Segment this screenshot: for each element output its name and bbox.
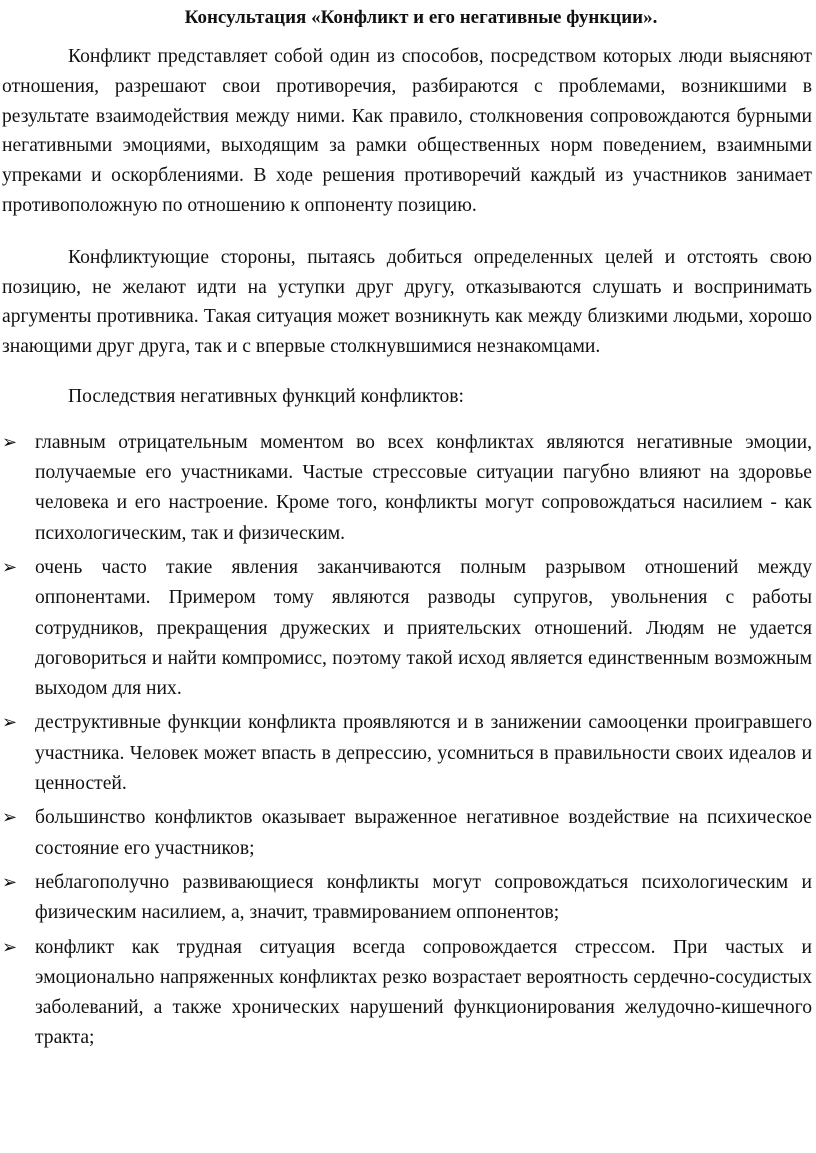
list-item bbox=[2, 708, 812, 799]
consequences-list bbox=[2, 428, 812, 1054]
paragraph-conflicting-parties: Конфликтующие стороны, пытаясь добиться определенных целей и отстоять свою позицию, не желают идти на уступки друг другу, отказываются слушать и воспринимать аргументы противника. Такая ситуация может возникнуть как между близкими людьми, хорошо знающими друг друга, так и с впервые столкнувшимися незнакомцами. bbox=[2, 246, 812, 358]
paragraph-conflict-definition: Конфликт представляет собой один из способов, посредством которых люди выясняют отношения, разрешают свои противоречия, разбираются с проблемами, возникшими в результате взаимодействия между ними. Как правило, столкновения сопровождаются бурными негативными эмоциями, выходящим за рамки общественных норм поведением, взаимными упреками и оскорблениями. В ходе решения противоречий каждый из участников занимает противоположную по отношению к оппоненту позицию. bbox=[2, 46, 812, 216]
arrow-bullet-icon: ➢ bbox=[2, 871, 18, 893]
arrow-bullet-icon: ➢ bbox=[2, 431, 18, 453]
arrow-bullet-icon: ➢ bbox=[2, 807, 18, 829]
list-item bbox=[2, 933, 812, 1054]
arrow-bullet-icon: ➢ bbox=[2, 936, 18, 958]
arrow-bullet-icon: ➢ bbox=[2, 556, 18, 578]
list-item-text: большинство конфликтов оказывает выраженное негативное воздействие на психическое состояние его участников; bbox=[35, 807, 812, 859]
paragraph-consequences-heading: Последствия негативных функций конфликтов: bbox=[68, 385, 464, 407]
list-item bbox=[2, 428, 812, 549]
list-item-text: деструктивные функции конфликта проявляются и в занижении самооценки проигравшего участника. Человек может впасть в депрессию, усомниться в правильности своих идеалов и ценностей. bbox=[35, 712, 812, 795]
list-item bbox=[2, 553, 812, 704]
list-item-text: очень часто такие явления заканчиваются полным разрывом отношений между оппонентами. Примером тому являются разводы супругов, увольнения с работы сотрудников, прекращения дружеских и приятельских отношений. Людям не удается договориться и найти компромисс, поэтому такой исход является единственным возможным выходом для них. bbox=[35, 556, 812, 700]
document-title: Консультация «Конфликт и его негативные функции». bbox=[184, 7, 658, 28]
list-item-text: неблагополучно развивающиеся конфликты могут сопровождаться психологическим и физическим насилием, а, значит, травмированием оппонентов; bbox=[35, 871, 812, 924]
arrow-bullet-icon: ➢ bbox=[2, 712, 18, 734]
list-item-text: главным отрицательным моментом во всех конфликтах являются негативные эмоции, получаемые его участниками. Частые стрессовые ситуации пагубно влияют на здоровье человека и его настроение. Кроме того, конфликты могут сопровождаться насилием - как психологическим, так и физическим. bbox=[35, 431, 812, 544]
list-item bbox=[2, 868, 812, 929]
list-item bbox=[2, 803, 812, 864]
list-item-text: конфликт как трудная ситуация всегда сопровождается стрессом. При частых и эмоционально напряженных конфликтах резко возрастает вероятность сердечно-сосудистых заболеваний, а также хронических нарушений функционирования желудочно-кишечного тракта; bbox=[35, 936, 812, 1049]
